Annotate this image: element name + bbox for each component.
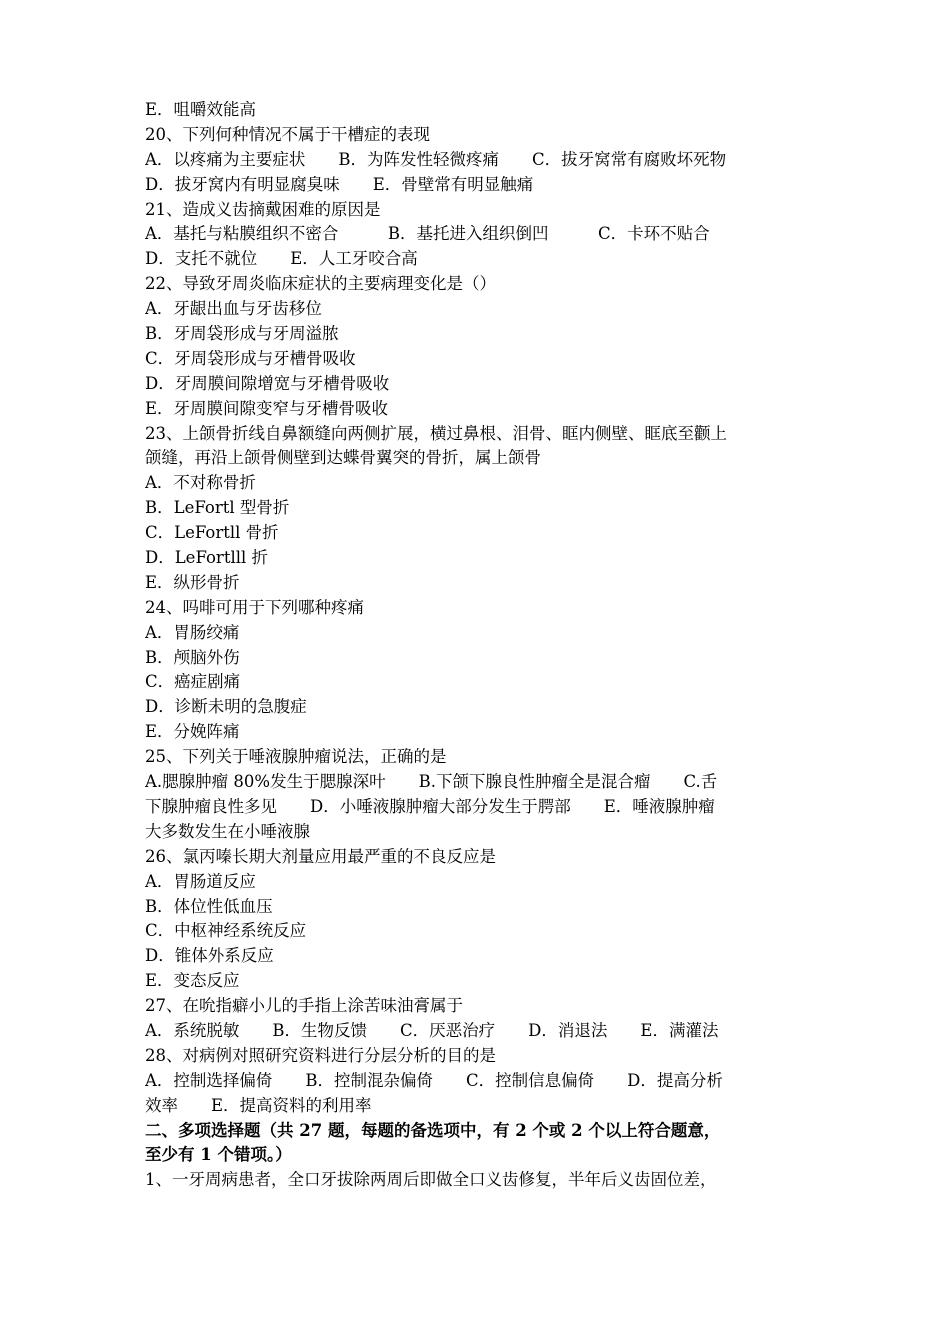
answer-option: B．LeFortl 型骨折	[145, 498, 290, 518]
answer-option: E．牙周膜间隙变窄与牙槽骨吸收	[145, 398, 389, 418]
question-20: 20、下列何种情况不属于干槽症的表现	[145, 124, 430, 144]
question-28: 28、对病例对照研究资料进行分层分析的目的是	[145, 1045, 496, 1065]
question-25: 25、下列关于唾液腺肿瘤说法，正确的是	[145, 747, 447, 767]
answer-option: C．中枢神经系统反应	[145, 921, 307, 941]
answer-options: A．基托与粘膜组织不密合 B．基托进入组织倒凹 C．卡环不贴合	[145, 224, 710, 244]
question-26: 26、氯丙嗪长期大剂量应用最严重的不良反应是	[145, 846, 496, 866]
answer-option: C．牙周袋形成与牙槽骨吸收	[145, 348, 356, 368]
answer-options: 效率 E．提高资料的利用率	[145, 1095, 372, 1115]
section-heading-continued: 至少有 1 个错项。）	[145, 1145, 292, 1165]
answer-options: A．以疼痛为主要症状 B．为阵发性轻微疼痛 C．拔牙窝常有腐败坏死物	[145, 149, 727, 169]
answer-options: A.腮腺肿瘤 80%发生于腮腺深叶 B.下颌下腺良性肿瘤全是混合瘤 C.舌	[145, 772, 718, 792]
section-heading: 二、多项选择题（共 27 题，每题的备选项中，有 2 个或 2 个以上符合题意，	[145, 1120, 721, 1140]
answer-option: C．LeFortll 骨折	[145, 523, 279, 543]
document-page	[145, 98, 815, 1193]
answer-option: B．体位性低血压	[145, 896, 273, 916]
answer-option: D．诊断未明的急腹症	[145, 697, 307, 717]
answer-option: D．LeFortlll 折	[145, 548, 269, 568]
answer-option: E．咀嚼效能高	[145, 100, 257, 119]
answer-options: 下腺肿瘤良性多见 D．小唾液腺肿瘤大部分发生于腭部 E．唾液腺肿瘤	[145, 796, 715, 816]
question-21: 21、造成义齿摘戴困难的原因是	[145, 199, 381, 219]
question-23-continued: 颌缝，再沿上颌骨侧壁到达蝶骨翼突的骨折，属上颌骨	[145, 448, 541, 468]
answer-options: D．支托不就位 E．人工牙咬合高	[145, 249, 418, 269]
question-23: 23、上颌骨折线自鼻额缝向两侧扩展，横过鼻根、泪骨、眶内侧壁、眶底至颧上	[145, 423, 727, 443]
answer-option: A．不对称骨折	[145, 473, 256, 493]
answer-option: A．牙龈出血与牙齿移位	[145, 299, 322, 319]
answer-option: E．变态反应	[145, 971, 240, 991]
answer-options: 大多数发生在小唾液腺	[145, 821, 310, 841]
answer-option: A．胃肠绞痛	[145, 622, 240, 642]
answer-option: C．癌症剧痛	[145, 672, 241, 692]
answer-options: A．系统脱敏 B．生物反馈 C．厌恶治疗 D．消退法 E．满灌法	[145, 1020, 719, 1040]
question-1: 1、一牙周病患者，全口牙拔除两周后即做全口义齿修复，半年后义齿固位差，	[145, 1170, 717, 1190]
answer-option: B．牙周袋形成与牙周溢脓	[145, 324, 339, 344]
question-22: 22、导致牙周炎临床症状的主要病理变化是（）	[145, 274, 496, 294]
answer-option: E．纵形骨折	[145, 572, 240, 592]
answer-option: D．锥体外系反应	[145, 946, 274, 966]
question-27: 27、在吮指癖小儿的手指上涂苦味油膏属于	[145, 996, 463, 1016]
answer-option: A．胃肠道反应	[145, 871, 256, 891]
answer-option: E．分娩阵痛	[145, 722, 240, 742]
question-24: 24、吗啡可用于下列哪种疼痛	[145, 597, 364, 617]
answer-options: A．控制选择偏倚 B．控制混杂偏倚 C．控制信息偏倚 D．提高分析	[145, 1070, 723, 1090]
answer-options: D．拔牙窝内有明显腐臭味 E．骨壁常有明显触痛	[145, 174, 534, 194]
answer-option: D．牙周膜间隙增宽与牙槽骨吸收	[145, 373, 390, 393]
answer-option: B．颅脑外伤	[145, 647, 240, 667]
